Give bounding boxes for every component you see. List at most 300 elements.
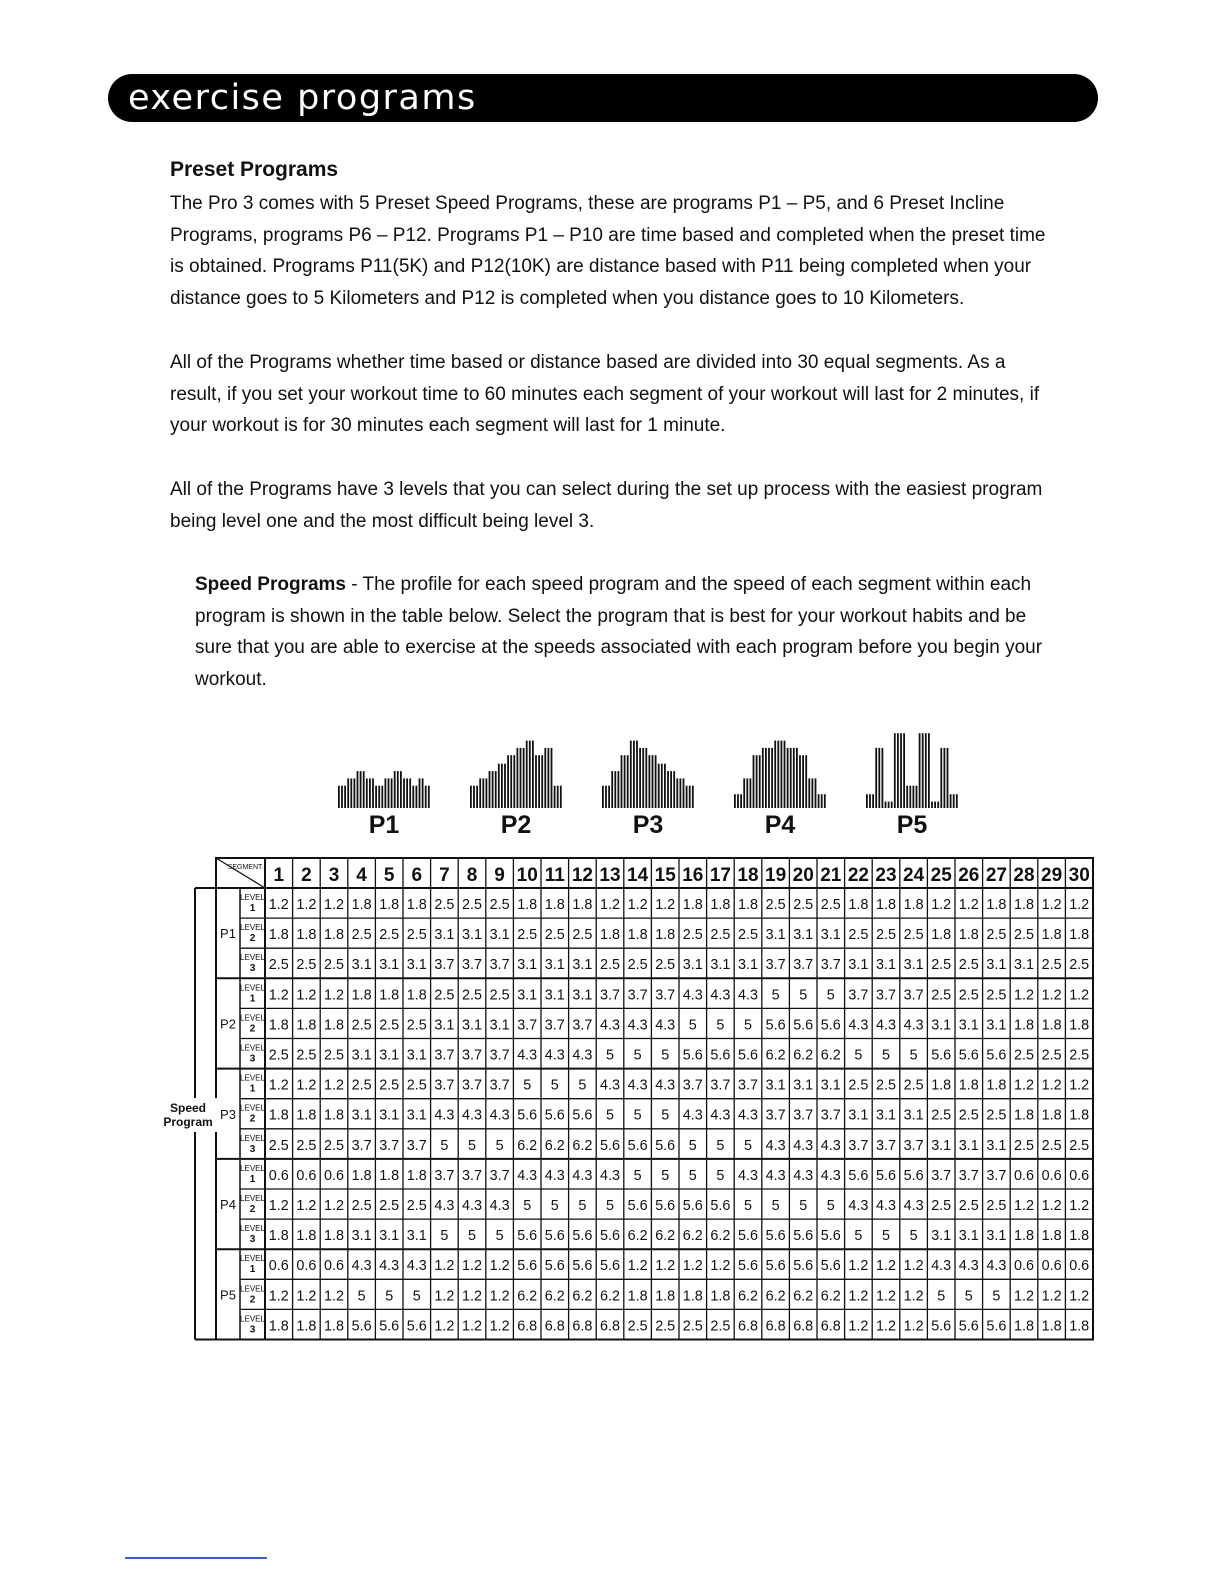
level-label: LEVEL xyxy=(240,1224,265,1234)
speed-cell: 2.5 xyxy=(655,957,676,974)
level-label: LEVEL xyxy=(240,1073,265,1083)
profile-bar xyxy=(544,748,546,808)
speed-cell: 5 xyxy=(523,1077,532,1094)
speed-cell: 5 xyxy=(412,1288,421,1305)
speed-cell: 2.5 xyxy=(324,1047,344,1064)
preset-paragraph-3: All of the Programs have 3 levels that you can select during the set up process with the easiest program being level one and the most difficult being level 3. xyxy=(170,479,1043,532)
profile-bar xyxy=(906,786,908,808)
level-number: 1 xyxy=(249,1264,256,1276)
speed-cell: 1.8 xyxy=(986,897,1007,913)
speed-cell: 6.8 xyxy=(793,1318,814,1335)
profile-bar xyxy=(391,778,393,808)
speed-cell: 5.6 xyxy=(600,1228,620,1245)
profile-bar xyxy=(523,748,525,808)
speed-cell: 3.1 xyxy=(931,1137,952,1154)
profile-bar xyxy=(375,786,377,808)
speed-cell: 2.5 xyxy=(1014,927,1034,944)
speed-cell: 1.8 xyxy=(296,1017,317,1034)
speed-cell: 1.2 xyxy=(876,1288,896,1305)
speed-cell: 1.8 xyxy=(351,897,372,913)
speed-cell: 5 xyxy=(716,1137,725,1154)
segment-header: 25 xyxy=(930,865,952,886)
speed-cell: 3.1 xyxy=(434,927,455,944)
profile-bar xyxy=(611,771,613,808)
speed-cell: 3.1 xyxy=(1014,957,1034,974)
speed-cell: 4.3 xyxy=(820,1137,841,1154)
speed-cell: 5.6 xyxy=(876,1167,896,1184)
profile-bar xyxy=(796,748,798,808)
speed-cell: 5 xyxy=(716,1167,725,1184)
level-number: 3 xyxy=(249,1234,256,1246)
segment-header: 24 xyxy=(903,865,925,886)
speed-cell: 4.3 xyxy=(572,1167,593,1184)
speed-cell: 4.3 xyxy=(434,1198,455,1214)
speed-cell: 3.7 xyxy=(406,1137,427,1154)
speed-cell: 1.8 xyxy=(848,897,869,913)
speed-cell: 1.2 xyxy=(324,1198,344,1214)
speed-cell: 1.2 xyxy=(434,1258,455,1275)
speed-cell: 5 xyxy=(606,1107,614,1124)
speed-cell: 1.8 xyxy=(958,927,979,944)
speed-cell: 5 xyxy=(744,1137,752,1154)
profile-bar xyxy=(888,802,890,808)
profile-bar xyxy=(692,786,694,808)
speed-cell: 6.2 xyxy=(544,1137,565,1154)
speed-cell: 3.7 xyxy=(820,957,841,974)
speed-cell: 4.3 xyxy=(682,1107,703,1124)
speed-cell: 1.8 xyxy=(1069,1017,1090,1034)
speed-cell: 2.5 xyxy=(1069,957,1090,974)
speed-cell: 5 xyxy=(495,1137,504,1154)
speed-cell: 3.1 xyxy=(765,927,786,944)
speed-cell: 2.5 xyxy=(682,927,703,944)
profile-bar xyxy=(937,802,939,808)
segment-header: 6 xyxy=(411,865,423,886)
speed-cell: 5 xyxy=(964,1288,973,1305)
speed-cell: 0.6 xyxy=(1014,1167,1034,1184)
speed-cell: 3.7 xyxy=(765,957,786,974)
speed-cell: 2.5 xyxy=(462,987,482,1004)
profile-bar xyxy=(664,764,666,808)
profile-bar xyxy=(633,741,635,808)
speed-cell: 3.1 xyxy=(986,1228,1007,1245)
speed-cell: 1.8 xyxy=(324,927,344,944)
speed-cell: 3.7 xyxy=(820,1107,841,1124)
speed-cell: 3.1 xyxy=(986,1137,1007,1154)
level-label: LEVEL xyxy=(240,1254,265,1264)
speed-cell: 3.1 xyxy=(793,1077,814,1094)
profile-bar xyxy=(501,764,503,808)
speed-cell: 1.2 xyxy=(489,1258,510,1275)
speed-cell: 3.7 xyxy=(655,987,676,1004)
profile-bar xyxy=(541,755,543,808)
profile-bar xyxy=(642,748,644,808)
profile-bar xyxy=(750,778,752,808)
speed-cell: 5.6 xyxy=(600,1258,620,1275)
profile-bar xyxy=(560,786,562,808)
speed-cell: 2.5 xyxy=(572,927,593,944)
profile-bar xyxy=(765,748,767,808)
speed-cell: 3.1 xyxy=(793,927,814,944)
speed-cell: 1.8 xyxy=(1041,927,1062,944)
speed-cell: 1.2 xyxy=(434,1288,455,1305)
speed-cell: 1.8 xyxy=(710,1288,731,1305)
profile-bar xyxy=(486,778,488,808)
speed-cell: 5.6 xyxy=(710,1198,731,1214)
speed-cell: 5 xyxy=(688,1137,697,1154)
speed-cell: 0.6 xyxy=(1041,1167,1062,1184)
speed-cell: 3.1 xyxy=(544,957,565,974)
profile-bar xyxy=(470,786,472,808)
speed-cell: 1.8 xyxy=(1014,1318,1034,1335)
segment-header: 8 xyxy=(466,865,478,886)
segment-header: 1 xyxy=(273,865,285,886)
program-label: P5 xyxy=(220,1287,236,1303)
speed-cell: 2.5 xyxy=(1014,1137,1034,1154)
speed-cell: 1.2 xyxy=(268,1198,289,1214)
segment-header: 27 xyxy=(985,865,1007,886)
profile-label: P2 xyxy=(500,811,532,839)
speed-cell: 5 xyxy=(606,1047,614,1064)
speed-cell: 3.7 xyxy=(876,987,896,1004)
speed-cell: 5 xyxy=(633,1167,642,1184)
speed-cell: 2.5 xyxy=(931,1107,952,1124)
profile-bar xyxy=(403,778,405,808)
speed-cell: 1.8 xyxy=(296,1228,317,1245)
program-label: P1 xyxy=(220,926,236,942)
profile-bar xyxy=(903,733,905,808)
speed-cell: 5.6 xyxy=(406,1318,427,1335)
level-number: 3 xyxy=(249,1053,256,1065)
speed-cell: 4.3 xyxy=(793,1167,814,1184)
speed-cell: 1.8 xyxy=(682,897,703,913)
profile-bar xyxy=(510,755,512,808)
speed-cell: 3.1 xyxy=(903,957,924,974)
speed-cell: 2.5 xyxy=(268,1047,289,1064)
table-title: Speed Program xyxy=(163,1101,213,1129)
speed-cell: 5.6 xyxy=(544,1107,565,1124)
speed-cell: 1.8 xyxy=(296,1318,317,1335)
speed-cell: 1.8 xyxy=(627,927,648,944)
profile-bar xyxy=(554,786,556,808)
speed-cell: 3.7 xyxy=(848,1137,869,1154)
speed-cell: 1.2 xyxy=(296,1077,317,1094)
speed-cell: 1.8 xyxy=(268,1017,289,1034)
level-label: LEVEL xyxy=(240,1314,265,1324)
speed-cell: 5 xyxy=(744,1198,752,1214)
speed-cell: 3.1 xyxy=(544,987,565,1004)
level-number: 3 xyxy=(249,1324,256,1336)
speed-cell: 5.6 xyxy=(517,1107,538,1124)
profile-p1 xyxy=(338,771,430,839)
speed-cell: 4.3 xyxy=(572,1047,593,1064)
speed-cell: 2.5 xyxy=(406,1198,427,1214)
profile-bar xyxy=(812,778,814,808)
profile-bar xyxy=(940,748,942,808)
segment-header: 17 xyxy=(709,865,731,886)
speed-cell: 2.5 xyxy=(379,1017,400,1034)
profile-bar xyxy=(815,778,817,808)
speed-cell: 5.6 xyxy=(765,1258,786,1275)
segment-header: 5 xyxy=(383,865,395,886)
speed-cell: 3.7 xyxy=(876,1137,896,1154)
speed-cell: 5 xyxy=(937,1288,946,1305)
speed-cell: 1.8 xyxy=(931,927,952,944)
speed-cell: 1.8 xyxy=(572,897,593,913)
speed-cell: 1.8 xyxy=(1014,1017,1034,1034)
segment-header: 18 xyxy=(737,865,759,886)
speed-cell: 5.6 xyxy=(517,1228,538,1245)
speed-cell: 3.7 xyxy=(379,1137,400,1154)
profile-bar xyxy=(397,771,399,808)
profile-bar xyxy=(768,748,770,808)
level-label: LEVEL xyxy=(240,953,265,963)
profile-bar xyxy=(934,802,936,808)
speed-cell: 3.7 xyxy=(462,1077,482,1094)
speed-cell: 1.2 xyxy=(268,1077,289,1094)
speed-cell: 1.2 xyxy=(296,1288,317,1305)
profile-bar xyxy=(369,778,371,808)
profile-bar xyxy=(551,748,553,808)
speed-cell: 3.7 xyxy=(489,957,510,974)
speed-cell: 1.2 xyxy=(324,897,344,913)
speed-cell: 3.7 xyxy=(710,1077,731,1094)
segment-header: 16 xyxy=(682,865,704,886)
level-number: 3 xyxy=(249,1143,256,1155)
profile-bar xyxy=(734,794,736,808)
speed-cell: 3.7 xyxy=(544,1017,565,1034)
profile-bar xyxy=(824,794,826,808)
speed-cell: 2.5 xyxy=(1014,1047,1034,1064)
speed-cell: 6.2 xyxy=(765,1047,786,1064)
speed-cell: 1.8 xyxy=(406,1167,427,1184)
speed-cell: 3.7 xyxy=(931,1167,952,1184)
profile-bar xyxy=(639,748,641,808)
profile-p4 xyxy=(734,741,826,839)
speed-cell: 3.1 xyxy=(876,1107,896,1124)
speed-cell: 5 xyxy=(661,1047,670,1064)
speed-cell: 3.7 xyxy=(462,957,482,974)
speed-cell: 5 xyxy=(771,987,780,1004)
speed-cell: 5.6 xyxy=(572,1258,593,1275)
speed-cell: 4.3 xyxy=(848,1198,869,1214)
speed-cell: 4.3 xyxy=(738,1107,758,1124)
profile-bar xyxy=(425,786,427,808)
level-number: 2 xyxy=(249,1294,256,1306)
speed-cell: 1.2 xyxy=(1041,1288,1062,1305)
speed-cell: 3.1 xyxy=(517,987,538,1004)
profile-bar xyxy=(473,786,475,808)
speed-cell: 6.2 xyxy=(517,1288,538,1305)
speed-cell: 5.6 xyxy=(958,1318,979,1335)
speed-cell: 4.3 xyxy=(351,1258,372,1275)
speed-cell: 3.1 xyxy=(848,957,869,974)
segment-header: 11 xyxy=(544,865,565,886)
speed-cell: 1.2 xyxy=(1069,1198,1090,1214)
profile-bar xyxy=(762,748,764,808)
speed-cell: 4.3 xyxy=(489,1198,510,1214)
speed-cell: 4.3 xyxy=(738,987,758,1004)
profile-bar xyxy=(771,748,773,808)
profile-bar xyxy=(652,755,654,808)
speed-cell: 6.2 xyxy=(793,1288,814,1305)
speed-cell: 3.1 xyxy=(406,1107,427,1124)
level-label: LEVEL xyxy=(240,983,265,993)
speed-cell: 2.5 xyxy=(406,1017,427,1034)
speed-cell: 1.8 xyxy=(931,1077,952,1094)
speed-cell: 1.2 xyxy=(324,1288,344,1305)
speed-cell: 5 xyxy=(826,1198,835,1214)
segment-header: 30 xyxy=(1068,865,1090,886)
profile-p5 xyxy=(866,733,958,839)
speed-programs-heading: Speed Programs xyxy=(195,574,346,595)
speed-cell: 3.1 xyxy=(958,1228,979,1245)
speed-cell: 1.8 xyxy=(682,1288,703,1305)
profile-bar xyxy=(777,741,779,808)
profile-bar xyxy=(360,771,362,808)
profile-bar xyxy=(774,741,776,808)
speed-cell: 5.6 xyxy=(738,1047,758,1064)
speed-cell: 3.1 xyxy=(351,1107,372,1124)
profile-label: P3 xyxy=(632,811,664,839)
speed-cell: 3.1 xyxy=(986,957,1007,974)
speed-cell: 6.8 xyxy=(517,1318,538,1335)
profile-bar xyxy=(737,794,739,808)
speed-cell: 4.3 xyxy=(848,1017,869,1034)
speed-cell: 1.2 xyxy=(1041,1198,1062,1214)
speed-cell: 1.8 xyxy=(296,927,317,944)
speed-cell: 6.2 xyxy=(682,1228,703,1245)
speed-cell: 5.6 xyxy=(655,1198,676,1214)
profile-bar xyxy=(928,733,930,808)
speed-cell: 2.5 xyxy=(986,987,1007,1004)
speed-cell: 3.7 xyxy=(517,1017,538,1034)
speed-cell: 1.8 xyxy=(655,927,676,944)
profile-bar xyxy=(357,771,359,808)
speed-cell: 1.2 xyxy=(1041,1077,1062,1094)
speed-cell: 4.3 xyxy=(600,1077,620,1094)
level-label: LEVEL xyxy=(240,1133,265,1143)
speed-cell: 1.8 xyxy=(296,1107,317,1124)
program-label: P3 xyxy=(220,1106,236,1122)
speed-cell: 1.8 xyxy=(324,1228,344,1245)
speed-cell: 2.5 xyxy=(710,927,731,944)
speed-cell: 1.8 xyxy=(268,1228,289,1245)
speed-cell: 4.3 xyxy=(710,1107,731,1124)
speed-cell: 5 xyxy=(495,1228,504,1245)
speed-cell: 4.3 xyxy=(627,1017,648,1034)
speed-cell: 1.8 xyxy=(351,1167,372,1184)
speed-cell: 1.2 xyxy=(296,987,317,1004)
level-number: 1 xyxy=(249,903,256,914)
speed-cell: 1.8 xyxy=(324,1318,344,1335)
profile-bar xyxy=(944,748,946,808)
speed-cell: 1.2 xyxy=(1014,1198,1034,1214)
speed-cell: 1.8 xyxy=(986,1077,1007,1094)
speed-cell: 0.6 xyxy=(1014,1258,1034,1275)
speed-cell: 1.2 xyxy=(268,1288,289,1305)
speed-cell: 1.2 xyxy=(848,1318,869,1335)
speed-cell: 3.7 xyxy=(434,957,455,974)
profile-bar xyxy=(406,778,408,808)
speed-cell: 2.5 xyxy=(958,1198,979,1214)
speed-cell: 5 xyxy=(385,1288,394,1305)
preset-paragraph-1: The Pro 3 comes with 5 Preset Speed Programs, these are programs P1 – P5, and 6 Preset Incline Programs, programs P6 – P12. Programs P1 – P10 are time based and completed when the preset time is obtained. Programs P11(5K) and P12(10K) are distance based with P11 being completed when your distance goes to 5 Kilometers and P12 is completed when you distance goes to 10 Kilometers. xyxy=(170,193,1046,310)
level-label: LEVEL xyxy=(240,1163,265,1173)
speed-cell: 2.5 xyxy=(793,897,814,913)
speed-cell: 1.8 xyxy=(655,1288,676,1305)
speed-cell: 4.3 xyxy=(627,1077,648,1094)
speed-cell: 5.6 xyxy=(710,1047,731,1064)
profile-label: P1 xyxy=(368,811,400,839)
speed-cell: 5 xyxy=(633,1047,642,1064)
speed-cell: 5 xyxy=(606,1198,614,1214)
profile-bar xyxy=(492,771,494,808)
speed-cell: 5 xyxy=(578,1077,587,1094)
profile-bar xyxy=(784,741,786,808)
speed-cell: 5 xyxy=(661,1167,670,1184)
speed-cell: 3.1 xyxy=(406,957,427,974)
profile-bar xyxy=(686,786,688,808)
profile-bar xyxy=(476,786,478,808)
speed-cell: 6.2 xyxy=(765,1288,786,1305)
segment-header: 12 xyxy=(571,865,593,886)
speed-cell: 5 xyxy=(468,1228,476,1245)
speed-cell: 1.8 xyxy=(1041,1318,1062,1335)
speed-cell: 2.5 xyxy=(324,1137,344,1154)
profile-bar xyxy=(894,733,896,808)
profile-bar xyxy=(532,741,534,808)
segment-header: 7 xyxy=(439,865,450,886)
speed-cell: 1.2 xyxy=(848,1258,869,1275)
profile-bar xyxy=(400,771,402,808)
speed-cell: 5 xyxy=(688,1167,697,1184)
speed-cell: 1.2 xyxy=(1069,897,1090,913)
speed-cell: 3.1 xyxy=(958,1137,979,1154)
profile-bar xyxy=(743,778,745,808)
profile-bar xyxy=(624,755,626,808)
segment-header: 29 xyxy=(1041,865,1063,886)
speed-cell: 1.8 xyxy=(1041,1017,1062,1034)
speed-cell: 5.6 xyxy=(765,1017,786,1034)
speed-cell: 5 xyxy=(882,1047,890,1064)
speed-cell: 2.5 xyxy=(600,957,620,974)
speed-cell: 5 xyxy=(909,1228,918,1245)
speed-cell: 1.8 xyxy=(1014,1228,1034,1245)
speed-cell: 2.5 xyxy=(876,1077,896,1094)
speed-cell: 5 xyxy=(854,1228,863,1245)
speed-cell: 4.3 xyxy=(655,1017,676,1034)
level-number: 1 xyxy=(249,993,256,1005)
profile-bar xyxy=(482,778,484,808)
profile-bar xyxy=(366,778,368,808)
speed-cell: 0.6 xyxy=(1069,1258,1090,1275)
profile-bar xyxy=(338,786,340,808)
profile-bar xyxy=(670,771,672,808)
speed-cell: 5.6 xyxy=(931,1318,952,1335)
speed-cell: 5 xyxy=(357,1288,366,1305)
speed-cell: 2.5 xyxy=(958,957,979,974)
profile-bar xyxy=(740,794,742,808)
level-label: LEVEL xyxy=(240,893,265,902)
speed-cell: 1.8 xyxy=(544,897,565,913)
speed-cell: 1.8 xyxy=(379,1167,400,1184)
speed-cell: 1.2 xyxy=(931,897,952,913)
profile-bar xyxy=(535,755,537,808)
speed-cell: 1.2 xyxy=(296,1198,317,1214)
speed-cell: 3.7 xyxy=(793,957,814,974)
profile-bar xyxy=(790,748,792,808)
